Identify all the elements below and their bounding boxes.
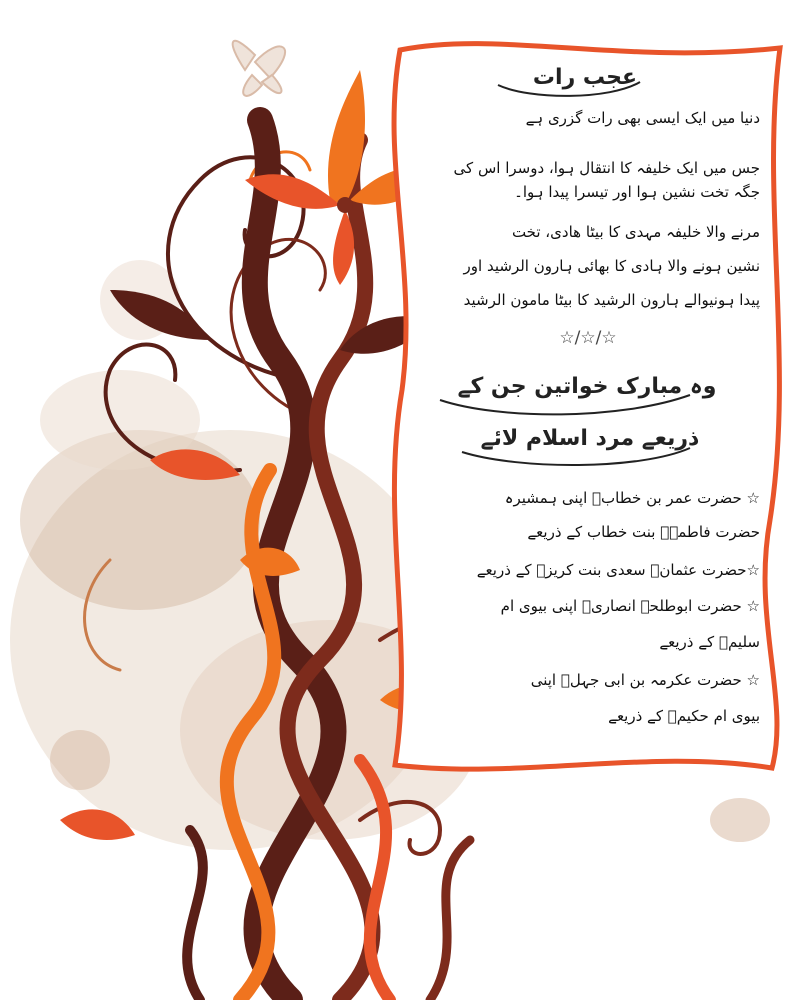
list-item: حضرت فاطمہؓ بنت خطاب کے ذریعے	[527, 523, 760, 541]
paragraph2-line: مرنے والا خلیفہ مہدی کا بیٹا ھادی، تخت	[511, 223, 760, 241]
list-item: ☆ حضرت عکرمہ بن ابی جہلؓ اپنی	[530, 671, 760, 689]
list-item: بیوی ام حکیمؓ کے ذریعے	[608, 707, 760, 725]
paragraph2-line: پیدا ہونیوالے ہارون الرشید کا بیٹا مامون الرشید	[463, 291, 760, 309]
butterfly-icon	[233, 41, 285, 96]
article-panel	[408, 60, 770, 760]
separator-stars: ☆/☆/☆	[559, 328, 617, 348]
article-title: عجب رات	[532, 65, 638, 90]
paragraph1-line: جس میں ایک خلیفہ کا انتقال ہوا، دوسرا اس کی	[453, 159, 760, 177]
list-item: ☆ حضرت عمر بن خطابؓ اپنی ہمشیرہ	[504, 489, 760, 507]
list-item: ☆ حضرت ابوطلحہ انصاریؓ اپنی بیوی ام	[500, 597, 760, 615]
paragraph1-line: دنیا میں ایک ایسی بھی رات گزری ہے	[525, 109, 760, 127]
section2-title-line2: ذریعے مرد اسلام لائے	[480, 426, 700, 451]
list-item: ☆حضرت عثمانؓ سعدی بنت کریزؓ کے ذریعے	[476, 561, 760, 579]
section2-title-line1: وہ مبارک خواتین جن کے	[457, 374, 717, 399]
paragraph2-line: نشین ہونے والا ہادی کا بھائی ہارون الرشید اور	[463, 257, 760, 275]
paragraph1-line: جگہ تخت نشین ہوا اور تیسرا پیدا ہوا۔	[514, 183, 760, 201]
list-item: سلیمؓ کے ذریعے	[659, 633, 760, 651]
